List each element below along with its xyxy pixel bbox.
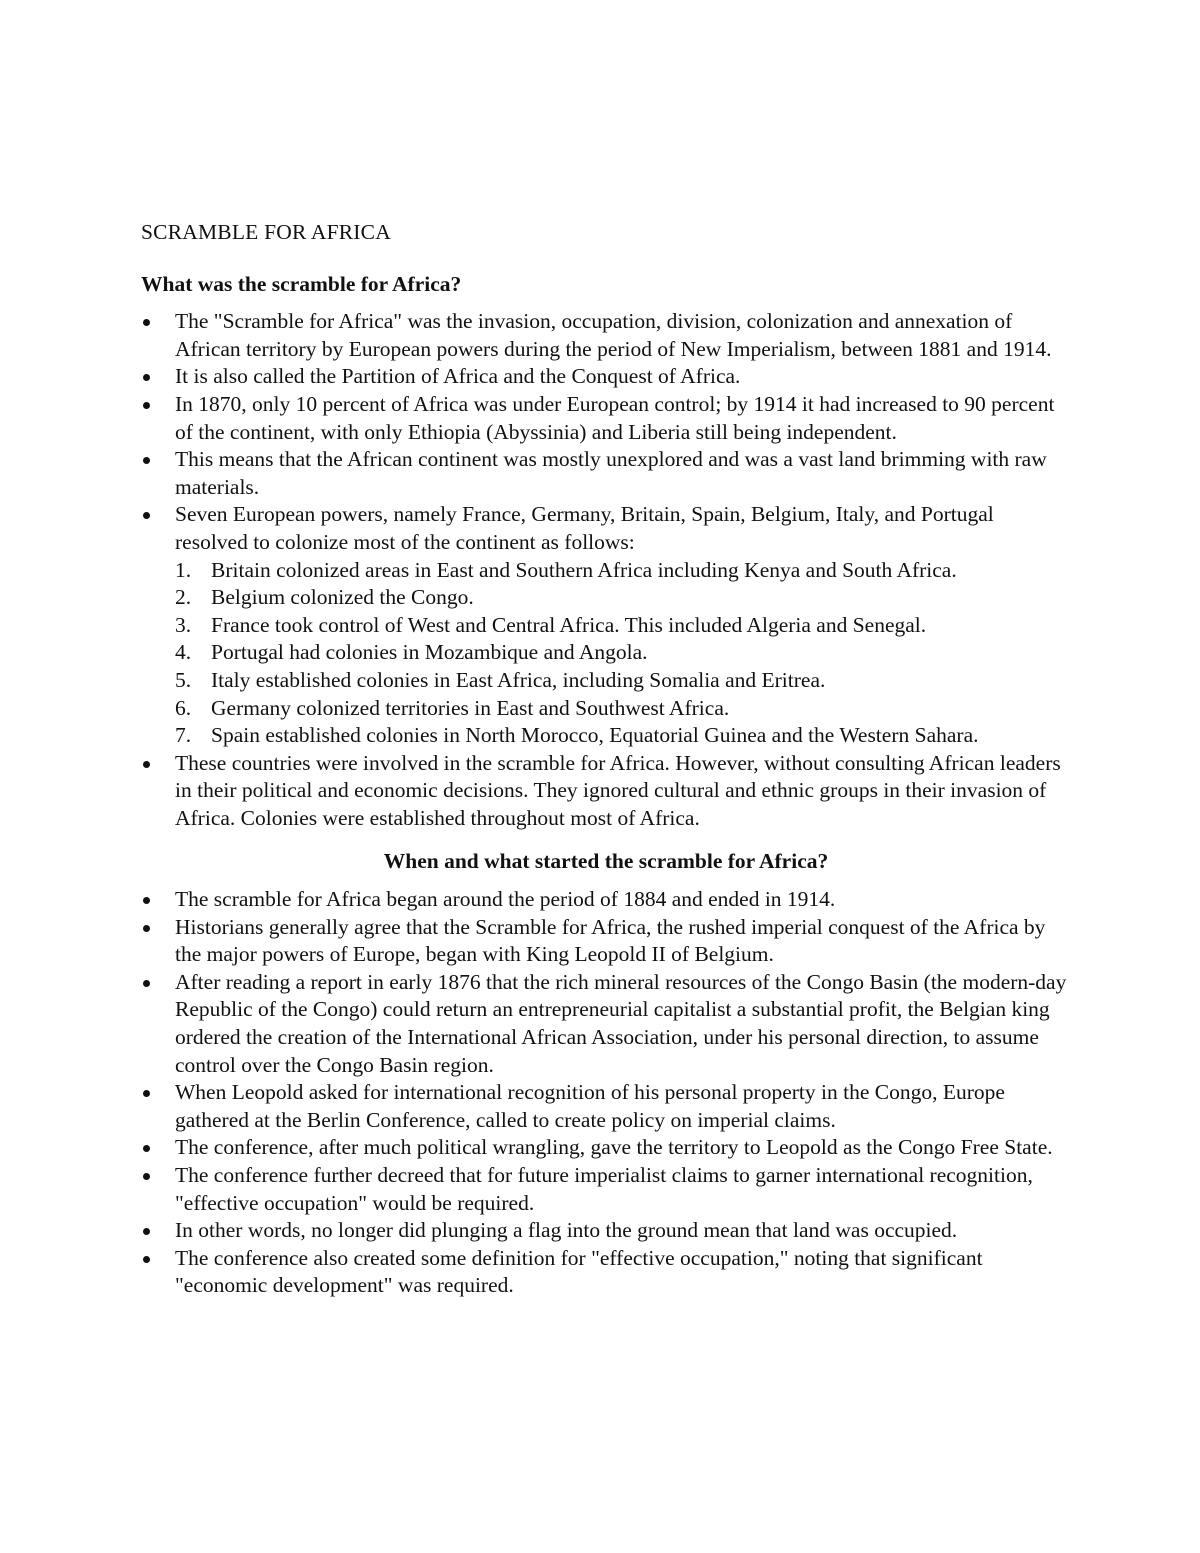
- list-item: [141, 363, 1071, 391]
- bullet-icon: [143, 374, 150, 381]
- bullet-icon: [143, 925, 150, 932]
- list-item-text: In other words, no longer did plunging a flag into the ground mean that land was occupied.: [175, 1218, 958, 1243]
- list-item: [141, 1079, 1071, 1134]
- bullet-icon: [143, 1090, 150, 1097]
- section-heading-what: What was the scramble for Africa?: [141, 271, 462, 296]
- numbered-item: [141, 722, 1071, 750]
- list-item-text: Seven European powers, namely France, Germany, Britain, Spain, Belgium, Italy, and Portugal resolved to colonize most of the continent as follows:: [175, 502, 994, 554]
- list-item: [141, 1245, 1071, 1300]
- list-item: [141, 750, 1071, 833]
- bullet-icon: [143, 402, 150, 409]
- numbered-item-text: Germany colonized territories in East and Southwest Africa.: [211, 695, 730, 720]
- bullet-icon: [143, 319, 150, 326]
- list-item: [141, 391, 1071, 446]
- numbered-item-text: Italy established colonies in East Africa, including Somalia and Eritrea.: [211, 667, 826, 692]
- document-body: [141, 219, 1071, 1300]
- item-number: 1.: [175, 557, 192, 582]
- item-number: 4.: [175, 640, 192, 665]
- section-what-closing-list: [141, 750, 1071, 833]
- document-title: SCRAMBLE FOR AFRICA: [141, 220, 391, 244]
- section-heading-when: When and what started the scramble for Africa?: [383, 849, 829, 874]
- list-item: [141, 1162, 1071, 1217]
- bullet-icon: [143, 1173, 150, 1180]
- list-item-text: The scramble for Africa began around the period of 1884 and ended in 1914.: [175, 887, 836, 912]
- list-item-text: The "Scramble for Africa" was the invasion, occupation, division, colonization and annexation of African territory by European powers during the period of New Imperialism, between 1881 and 1914.: [175, 309, 1052, 361]
- bullet-icon: [143, 761, 150, 768]
- list-item-text: In 1870, only 10 percent of Africa was under European control; by 1914 it had increased to 90 percent of the continent, with only Ethiopia (Abyssinia) and Liberia still being independent.: [175, 391, 1055, 444]
- list-item-text: It is also called the Partition of Africa and the Conquest of Africa.: [175, 364, 741, 389]
- list-item-text: Historians generally agree that the Scramble for Africa, the rushed imperial conquest of the Africa by the major powers of Europe, began with King Leopold II of Belgium.: [175, 914, 1046, 967]
- list-item: [141, 886, 1071, 914]
- bullet-icon: [143, 1145, 150, 1152]
- list-item: [141, 969, 1071, 1079]
- numbered-item: [141, 584, 1071, 612]
- item-number: 3.: [175, 612, 192, 637]
- numbered-item-text: Britain colonized areas in East and Southern Africa including Kenya and South Africa.: [211, 557, 957, 582]
- section-when-list: [141, 886, 1071, 1300]
- bullet-icon: [143, 1256, 150, 1263]
- list-item-text: The conference further decreed that for future imperialist claims to garner international recognition, "effective occupation" would be required.: [175, 1163, 1033, 1215]
- list-item: [141, 501, 1071, 556]
- numbered-item-text: France took control of West and Central Africa. This included Algeria and Senegal.: [211, 612, 927, 637]
- list-item-text: The conference also created some definition for "effective occupation," noting that significant "economic development" was required.: [175, 1245, 983, 1298]
- numbered-item-text: Belgium colonized the Congo.: [211, 585, 474, 610]
- bullet-icon: [143, 980, 150, 987]
- list-item: [141, 446, 1071, 501]
- item-number: 6.: [175, 695, 192, 720]
- bullet-icon: [143, 897, 150, 904]
- list-item: [141, 1217, 1071, 1245]
- list-item-text: These countries were involved in the scramble for Africa. However, without consulting African leaders in their political and economic decisions. They ignored cultural and ethnic groups in their invasion of Africa. Colonies were established throughout most of Africa.: [175, 750, 1061, 830]
- numbered-item: [141, 695, 1071, 723]
- section-what-list: [141, 308, 1071, 556]
- bullet-icon: [143, 512, 150, 519]
- colonizers-numbered-list: [141, 557, 1071, 750]
- list-item: [141, 1134, 1071, 1162]
- list-item: [141, 308, 1071, 363]
- list-item-text: The conference, after much political wrangling, gave the territory to Leopold as the Congo Free State.: [175, 1135, 1053, 1160]
- list-item: [141, 914, 1071, 969]
- numbered-item-text: Portugal had colonies in Mozambique and Angola.: [211, 640, 648, 665]
- numbered-item-text: Spain established colonies in North Morocco, Equatorial Guinea and the Western Sahara.: [211, 723, 979, 748]
- list-item-text: When Leopold asked for international recognition of his personal property in the Congo, Europe gathered at the Berlin Conference, called to create policy on imperial claims.: [175, 1080, 1005, 1132]
- item-number: 5.: [175, 667, 192, 692]
- numbered-item: [141, 612, 1071, 640]
- item-number: 7.: [175, 723, 192, 748]
- numbered-item: [141, 639, 1071, 667]
- numbered-item: [141, 557, 1071, 585]
- bullet-icon: [143, 1228, 150, 1235]
- item-number: 2.: [175, 585, 192, 610]
- bullet-icon: [143, 457, 150, 464]
- list-item-text: After reading a report in early 1876 that the rich mineral resources of the Congo Basin (the modern-day Republic of the Congo) could return an entrepreneurial capitalist a substantial profit, the Belgian king ordered the creation of the International African Association, under his personal direction, to assume control over the Congo Basin region.: [175, 969, 1067, 1077]
- numbered-item: [141, 667, 1071, 695]
- list-item-text: This means that the African continent was mostly unexplored and was a vast land brimming with raw materials.: [175, 447, 1047, 499]
